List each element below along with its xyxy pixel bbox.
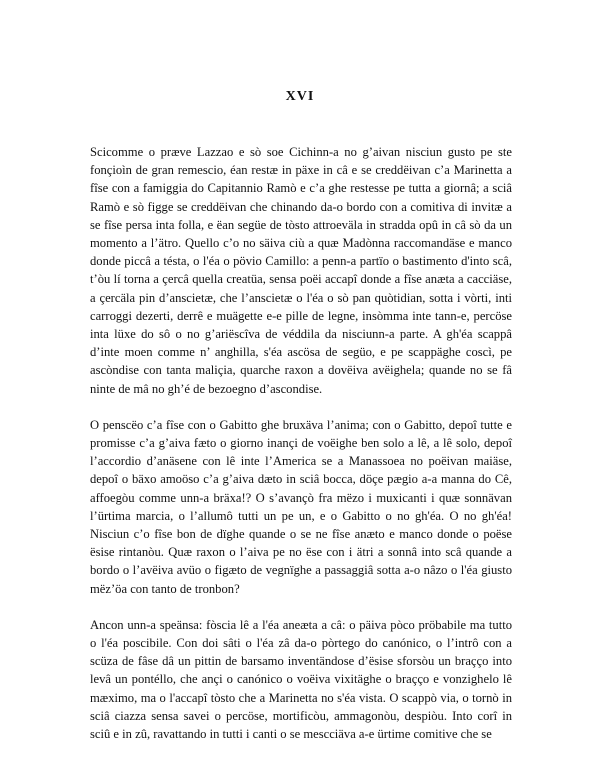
paragraph: O penscëo c’a fîse con o Gabitto ghe bruxäva l’anima; con o Gabitto, depoî tutte e promisse c’a g’aiva fæto o giorno inançi de voëighe ben solo a lê, a lê solo, depoî l’accordio d’anäsene con lê inte l’America se a Manassoea no poëivan maiäse, depoî o bäxo amoöso c’a g’aiva dæto in sciâ bocca, döçe pægio a-a manna do Cê, affoegòu comme unn-a bräxa!? O s’avançò fra mëzo i muxicanti i quæ sonnävan l’ürtima marcia, o l’allumô tutti un pe un, e o Gabitto o no gh'éa. O no gh'éa! Nisciun c’o fîse bon de dïghe quande o se ne fîse anæto e manco donde o poëse ësise rintanòu. Quæ raxon o l’aiva pe no ëse con i ätri a sonnâ into scâ quande a bordo o l’avëiva avüo o figæto de vegnïghe a passaggiâ sotta a-o nâzo o l'éa giusto mëz’öa con tanto de tronbon?: [90, 417, 512, 596]
paragraph: Scicomme o præve Lazzao e sò soe Cichinn-a no g’aivan nisciun gusto pe ste fonçioìn de gran remescio, éan restæ in päxe in câ e se creddëivan c’a Marinetta a fîse con a famiggia do Capitannio Ramò e c’a ghe restesse pe tutta a giornâ; a sciâ Ramò e sò figge se creddëivan che chinando da-o bordo con a comitiva di invitæ a se fîse persa inta folla, e ëan següe de tòsto attroeväla in stradda opû in câ sò da un momento a l’ätro. Quello c’o no säiva ciù a quæ Madònna raccomandäse e manco donde piccâ a tésta, o l'éa o pövio Camillo: a penn-a partïo o bastimento d'into scâ, t’òu lí torna a çercâ quella creatüa, sensa poëi accapî donde a fîse anæta a cacciäse, a çercäla pin d’anscietæ, che l’anscietæ o l'éa o sò pan quòtidian, sotta i vòrti, inti carroggi dezerti, derrê e muägette e-e pille de legne, insòmma inte tann-e, percöse inta lüxe do sô o no g’ariëscîva de véddila da nisciunn-a parte. A gh'éa scappâ d’inte moen comme n’ anghilla, s'éa ascösa de següo, e pe scappäghe coscì, pe ascòndise con tanta maliçia, quarche raxon a dovëiva avëighela; quande no se fâ ninte de mâ no gh’é de bezoegno d’ascondise.: [90, 145, 512, 396]
paragraph: Ancon unn-a speänsa: fòscia lê a l'éa aneæta a câ: o päiva pòco pröbabile ma tutto o l'éa poscibile. Con doi sâti o l'éa zâ da-o pòrtego do canónico, o l’intrô con a scüza de fâse dâ un pittin de barsamo inventändose d’ësise sforsòu un braçço into levâ un pontéllo, che ançi o canónico o voëiva vixitäghe o braçço e vonzighelo lê mæximo, ma o l'accapî tòsto che a Marinetta no s'éa vista. O scappò via, o tornò in sciâ ciazza sensa savei o percöse, mortificòu, ammagonòu, despiòu. Into corî in sciû e in zû, ravattando in tutti i canti o se mescciäva a-e ürtime comitive che se: [90, 617, 512, 742]
chapter-title: XVI: [285, 89, 315, 104]
chapter-body: [90, 143, 512, 743]
